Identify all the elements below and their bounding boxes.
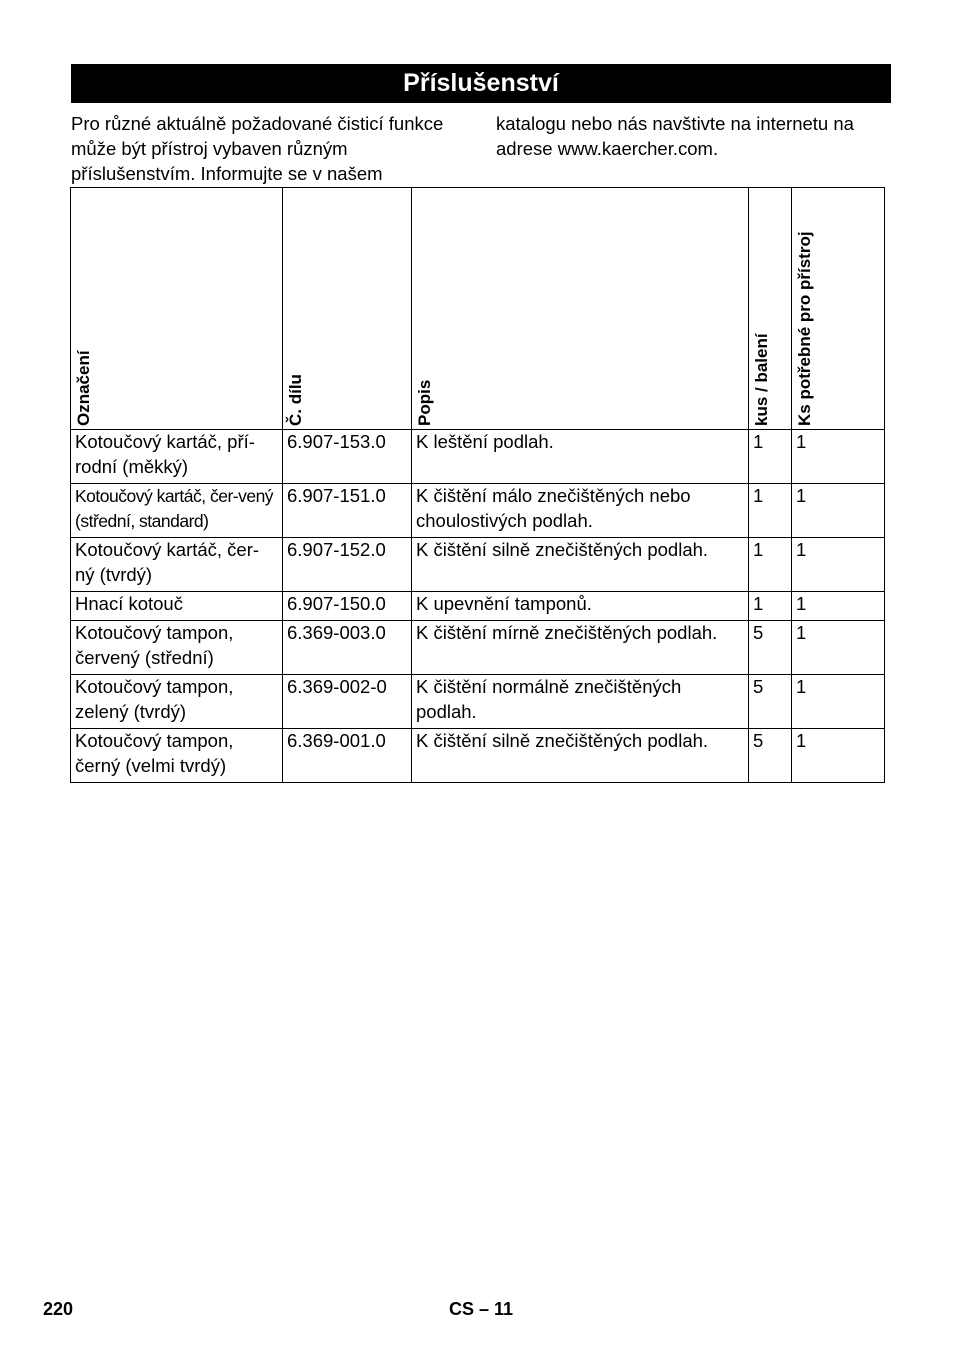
cell-needed: 1	[792, 538, 885, 592]
cell-pack: 1	[749, 592, 792, 621]
cell-part: 6.907-151.0	[283, 484, 412, 538]
header-part-number: Č. dílu	[283, 188, 412, 430]
table-row	[71, 729, 885, 783]
cell-needed: 1	[792, 430, 885, 484]
cell-desc: K upevnění tamponů.	[412, 592, 749, 621]
cell-pack: 1	[749, 484, 792, 538]
table-row	[71, 675, 885, 729]
table-row	[71, 430, 885, 484]
section-title: Příslušenství	[71, 64, 891, 103]
page-number: 220	[43, 1299, 74, 1319]
accessories-table	[70, 187, 885, 783]
intro-text-right: katalogu nebo nás navštivte na internetu na adrese www.kaercher.com.	[496, 113, 854, 159]
cell-name: Hnací kotouč	[71, 592, 283, 621]
cell-desc: K čištění málo znečištěných nebo choulostivých podlah.	[412, 484, 749, 538]
cell-desc: K leštění podlah.	[412, 430, 749, 484]
cell-desc: K čištění mírně znečištěných podlah.	[412, 621, 749, 675]
cell-name: Kotoučový kartáč, pří-rodní (měkký)	[71, 430, 283, 484]
cell-needed: 1	[792, 675, 885, 729]
cell-name: Kotoučový kartáč, čer-vený (střední, standard)	[71, 484, 283, 538]
header-pieces-needed: Ks potřebné pro přístroj	[792, 188, 885, 430]
header-designation: Označení	[71, 188, 283, 430]
table-row	[71, 592, 885, 621]
table-row	[71, 621, 885, 675]
intro-text-left: Pro různé aktuálně požadované čisticí funkce může být přístroj vybaven různým příslušenstvím. Informujte se v našem	[71, 113, 444, 184]
cell-name: Kotoučový tampon, červený (střední)	[71, 621, 283, 675]
cell-name: Kotoučový tampon, černý (velmi tvrdý)	[71, 729, 283, 783]
cell-pack: 1	[749, 430, 792, 484]
cell-name: Kotoučový tampon, zelený (tvrdý)	[71, 675, 283, 729]
header-pieces-per-pack: kus / balení	[749, 188, 792, 430]
cell-pack: 5	[749, 621, 792, 675]
table-row	[71, 538, 885, 592]
cell-desc: K čištění normálně znečištěných podlah.	[412, 675, 749, 729]
cell-pack: 5	[749, 729, 792, 783]
cell-desc: K čištění silně znečištěných podlah.	[412, 729, 749, 783]
cell-needed: 1	[792, 729, 885, 783]
cell-part: 6.907-153.0	[283, 430, 412, 484]
cell-pack: 1	[749, 538, 792, 592]
cell-part: 6.907-150.0	[283, 592, 412, 621]
cell-desc: K čištění silně znečištěných podlah.	[412, 538, 749, 592]
cell-name: Kotoučový kartáč, čer-ný (tvrdý)	[71, 538, 283, 592]
table-row	[71, 484, 885, 538]
cell-part: 6.369-001.0	[283, 729, 412, 783]
cell-pack: 5	[749, 675, 792, 729]
cell-needed: 1	[792, 592, 885, 621]
cell-needed: 1	[792, 621, 885, 675]
cell-part: 6.907-152.0	[283, 538, 412, 592]
language-page-label: CS – 11	[449, 1299, 514, 1319]
cell-part: 6.369-003.0	[283, 621, 412, 675]
cell-part: 6.369-002-0	[283, 675, 412, 729]
table-header-row	[71, 188, 885, 430]
header-description: Popis	[412, 188, 749, 430]
cell-needed: 1	[792, 484, 885, 538]
